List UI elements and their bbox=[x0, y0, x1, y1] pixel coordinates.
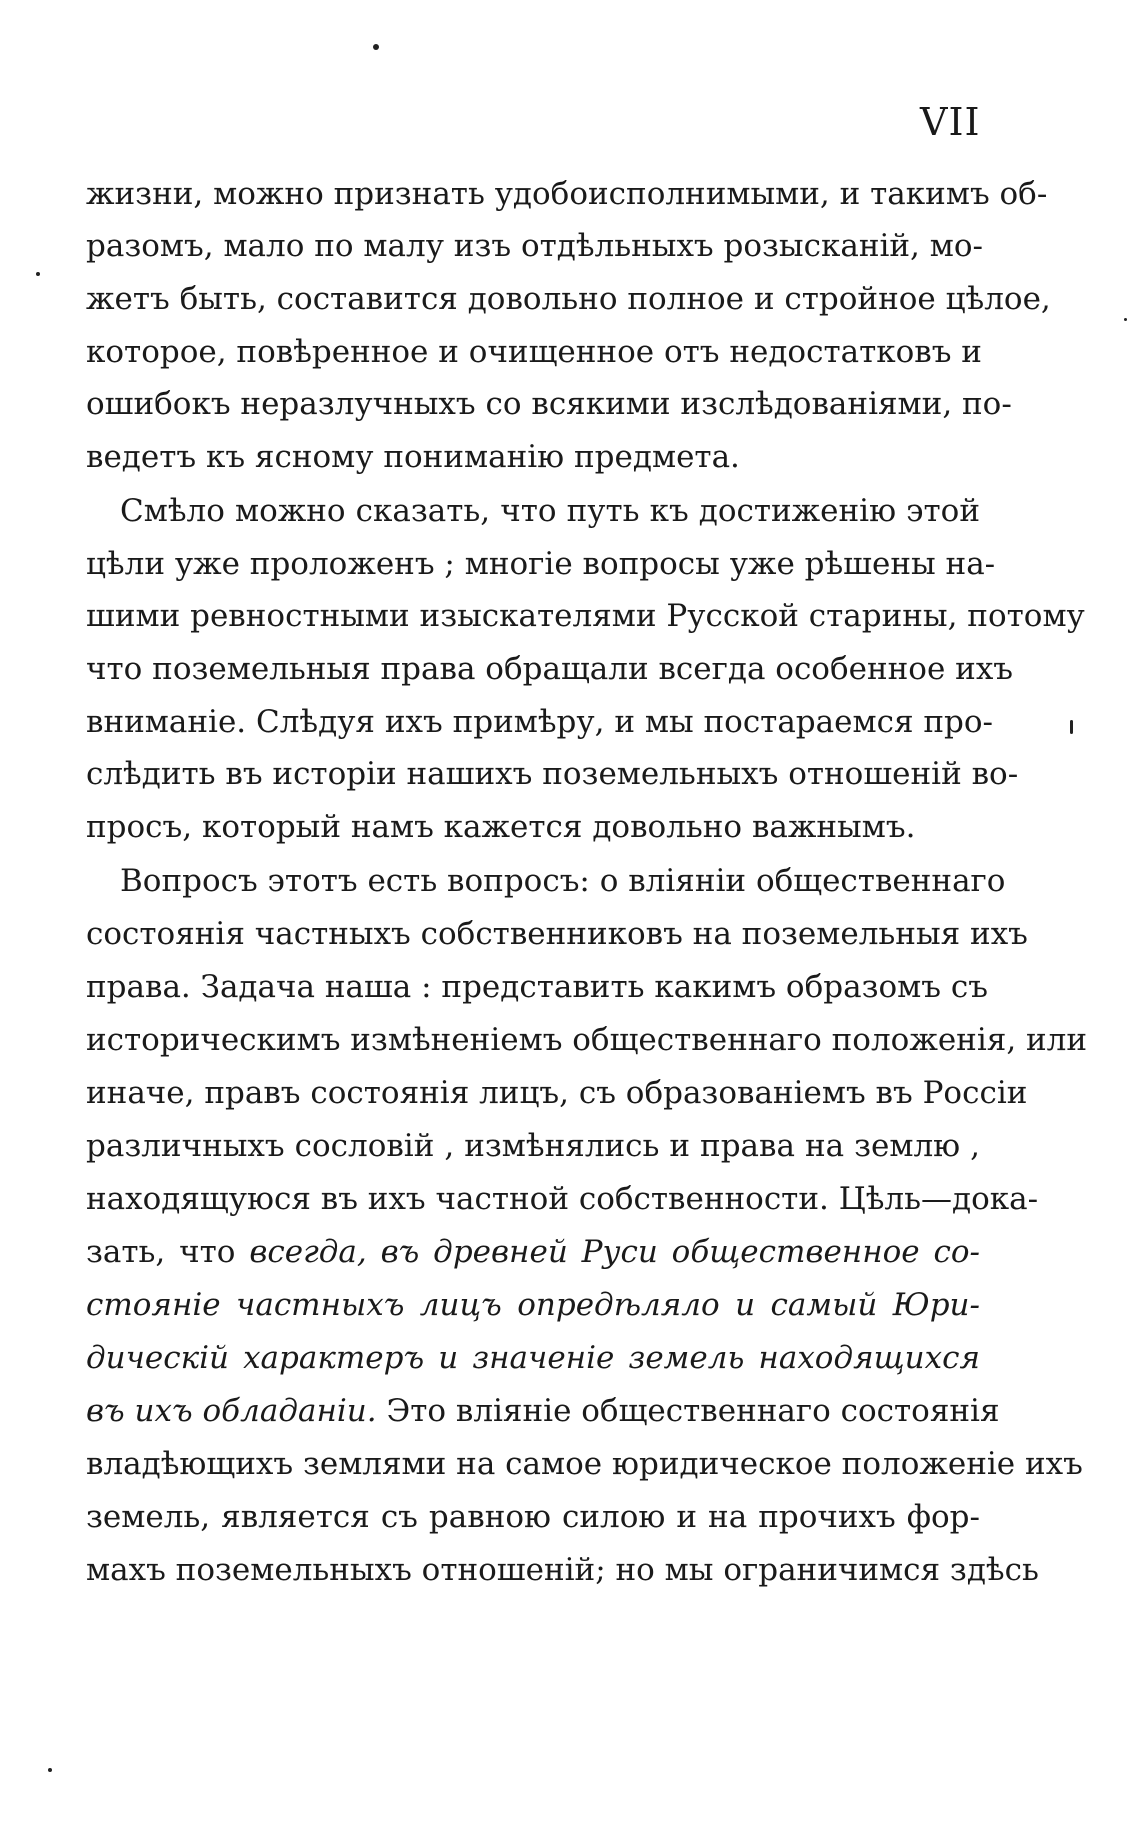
text-line: иначе, правъ состоянія лицъ, съ образованіемъ въ Россіи bbox=[86, 1075, 1028, 1111]
ink-speck bbox=[373, 44, 379, 50]
italic-run: всегда, въ древней Руси общественное со- bbox=[249, 1234, 981, 1270]
text-line: разомъ, мало по малу изъ отдѣльныхъ розысканій, мо- bbox=[86, 228, 984, 264]
text-line: историческимъ измѣненіемъ общественнаго положенія, или bbox=[86, 1022, 1088, 1058]
text-run: зать, что bbox=[86, 1234, 236, 1270]
text-line: различныхъ сословій , измѣнялись и права на землю , bbox=[86, 1128, 980, 1164]
italic-line: стояніе частныхъ лицъ опредѣляло и самый Юри- bbox=[86, 1287, 980, 1323]
text-line: которое, повѣренное и очищенное отъ недостатковъ и bbox=[86, 334, 982, 370]
text-line: что поземельныя права обращали всегда особенное ихъ bbox=[86, 651, 1014, 687]
text-line: ведетъ къ ясному пониманію предмета. bbox=[86, 439, 740, 475]
text-line: махъ поземельныхъ отношеній; но мы ограничимся здѣсь bbox=[86, 1552, 1039, 1588]
text-line: владѣющихъ землями на самое юридическое положеніе ихъ bbox=[86, 1446, 1083, 1482]
text-line-mixed bbox=[86, 1228, 980, 1276]
text-line: Смѣло можно сказать, что путь къ достиженію этой bbox=[120, 493, 980, 529]
italic-run: въ ихъ обладаніи. bbox=[86, 1393, 377, 1429]
text-line: земель, является съ равною силою и на прочихъ фор- bbox=[86, 1499, 980, 1535]
text-line: находящуюся въ ихъ частной собственности. Цѣль—дока- bbox=[86, 1181, 1039, 1217]
ink-speck bbox=[36, 272, 40, 276]
text-line: слѣдить въ исторіи нашихъ поземельныхъ отношеній во- bbox=[86, 756, 1019, 792]
ink-speck bbox=[1124, 318, 1127, 321]
text-line-mixed bbox=[86, 1387, 1000, 1435]
text-run: Это вліяніе общественнаго состоянія bbox=[386, 1393, 1000, 1429]
text-line: шими ревностными изыскателями Русской старины, потому bbox=[86, 598, 1085, 634]
page-number: VII bbox=[920, 100, 981, 144]
text-line: просъ, который намъ кажется довольно важнымъ. bbox=[86, 809, 916, 845]
text-line: права. Задача наша : представить какимъ образомъ съ bbox=[86, 969, 988, 1005]
text-line: ошибокъ неразлучныхъ со всякими изслѣдованіями, по- bbox=[86, 386, 1012, 422]
text-line: цѣли уже проложенъ ; многіе вопросы уже рѣшены на- bbox=[86, 546, 996, 582]
ink-speck bbox=[1070, 720, 1073, 734]
text-line: жетъ быть, составится довольно полное и стройное цѣлое, bbox=[86, 281, 1051, 317]
italic-line: дическій характеръ и значеніе земель находящихся bbox=[86, 1340, 980, 1376]
text-line: Вопросъ этотъ есть вопросъ: о вліяніи общественнаго bbox=[120, 863, 1006, 899]
text-line: вниманіе. Слѣдуя ихъ примѣру, и мы постараемся про- bbox=[86, 704, 994, 740]
text-line: жизни, можно признать удобоисполнимыми, и такимъ об- bbox=[86, 176, 1048, 212]
ink-speck bbox=[48, 1768, 52, 1772]
text-line: состоянія частныхъ собственниковъ на поземельныя ихъ bbox=[86, 916, 1028, 952]
